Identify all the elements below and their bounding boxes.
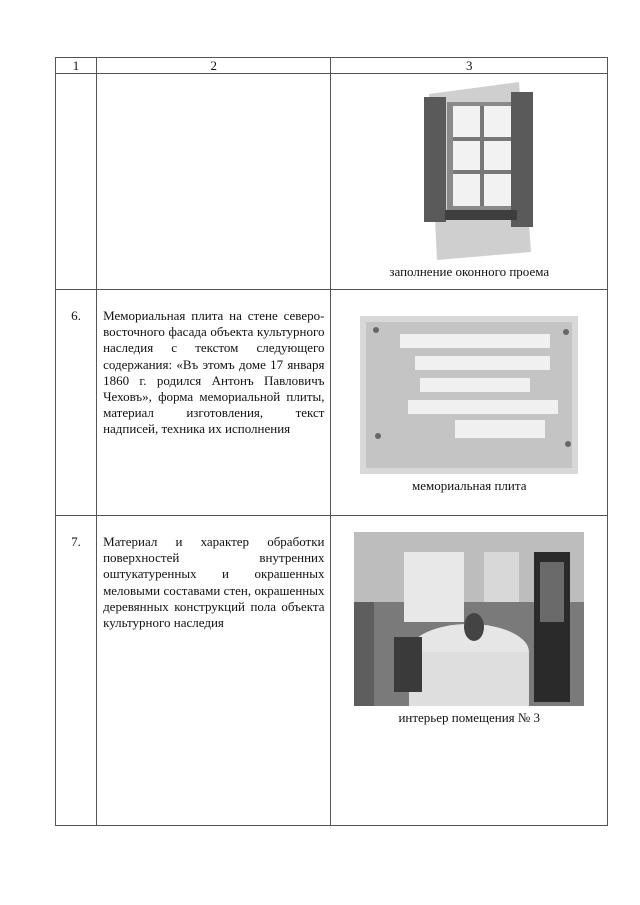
image-caption: заполнение оконного проема — [389, 264, 550, 279]
table-row — [56, 516, 608, 826]
plaque-photo — [360, 316, 578, 474]
table-row — [56, 74, 608, 290]
row-number — [56, 74, 97, 290]
header-row — [56, 58, 608, 74]
row-description: Мемориальная плита на стене северо-восточного фасада объекта культурного наследия с текстом следующего содержания: «Въ этомъ доме 17 января 1860 г. родился Антонъ Павловичъ Чеховъ», форма мемориальной плиты, материал изготовления, текст надписей, техника их исполнения — [97, 290, 331, 516]
row-description — [97, 74, 331, 290]
header-col-2: 2 — [97, 58, 331, 74]
window-photo — [399, 82, 539, 260]
document-table — [55, 57, 608, 826]
image-caption: мемориальная плита — [412, 478, 527, 493]
image-caption: интерьер помещения № 3 — [398, 710, 541, 725]
row-description: Материал и характер обработки поверхностей внутренних оштукатуренных и окрашенных меловыми составами стен, окрашенных деревянных конструкций пола объекта культурного наследия — [97, 516, 331, 826]
image-cell — [331, 516, 608, 826]
image-cell — [331, 290, 608, 516]
header-col-3: 3 — [331, 58, 608, 74]
row-number: 7. — [56, 516, 97, 826]
table-row — [56, 290, 608, 516]
image-cell — [331, 74, 608, 290]
row-number: 6. — [56, 290, 97, 516]
interior-photo — [354, 532, 584, 706]
header-col-1: 1 — [56, 58, 97, 74]
